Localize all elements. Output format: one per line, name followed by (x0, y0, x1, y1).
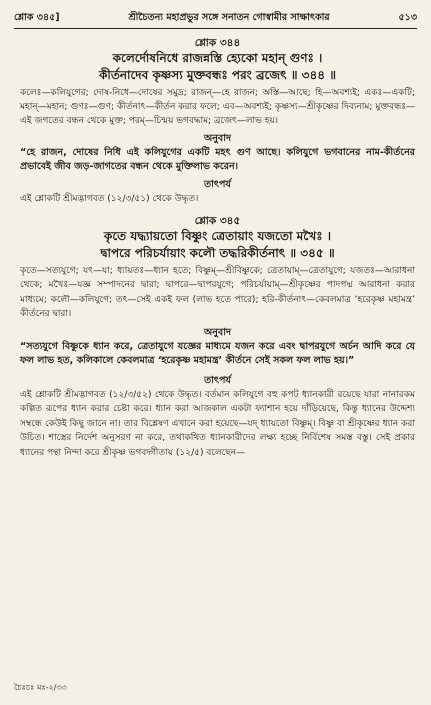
header-verse-ref: শ্লোক ৩৪৫] (14, 11, 60, 23)
footer-signature: চৈঃচঃ মঃ-২/৩৩ (14, 683, 67, 692)
verse-344-translation-title: অনুবাদ (204, 132, 231, 144)
page-number: ৫১৩ (398, 11, 417, 23)
header-chapter-title: শ্রীচৈতন্য মহাপ্রভুর সঙ্গে সনাতন গোস্বামীর সাক্ষাৎকার (128, 11, 330, 23)
verse-344-purport-title: তাৎপর্য (204, 178, 231, 190)
verse-344-translation: “হে রাজন, দোষের নিধি এই কলিযুগের একটি মহৎ গুণ আছে। কলিযুগে ভগবানের নাম-কীর্তনের প্রভাবেই জীব জড়-জাগতের বন্ধন থেকে মুক্তিলাভ করেন। (20, 146, 415, 173)
verse-344-title: শ্লোক ৩৪৪ (194, 37, 241, 49)
verse-344-line-2: কীর্তনাদেব কৃষ্ণস্য মুক্তবন্ধঃ পরং ব্রজেৎ ॥ ৩৪৪ ॥ (98, 68, 337, 82)
verse-345-line-1: কৃতে যদ্ধ্যায়তো বিষ্ণুং ত্রেতায়াং যজতো মখৈঃ । (103, 229, 332, 244)
verse-345-purport: এই শ্লোকটি শ্রীমদ্ভাগবত (১২/৩/৫২) থেকে উদ্ধৃত। বর্তমান কলিযুগে বহু কপট ধ্যানকারী রয়েছে যারা নানারকম কল্পিত রূপের ধ্যান করার চেষ্টা করে। ধ্যান করা আজকাল একটা ফ্যাশান হয়ে দাঁড়িয়েছে, কিন্তু ধ্যানের উদ্দেশ্য সম্বন্ধে কেউই কিছু জানে না। তার বিশ্লেষণ এখানে করা হয়েছে—যদ্ ধ্যায়তো বিষ্ণুম্। বিষ্ণু বা শ্রীকৃষ্ণের ধ্যান করা উচিত। শাস্ত্রের নির্দেশ অনুসরণ না করে, তথাকথিত ধ্যানকারীদের লক্ষ্য হচ্ছে নির্বিশেষ সমস্ত বস্তু। সেই প্রকার ধ্যানের পন্থা নিন্দা করে শ্রীকৃষ্ণ ভগবদ্গীতায় (১২/৫) বলেছেন— (20, 389, 415, 458)
verse-345-translation: “সত্যযুগে বিষ্ণুকে ধ্যান করে, ত্রেতাযুগে যজ্ঞের মাধ্যমে যজন করে এবং দ্বাপরযুগে অর্চন আদি করে যে ফল লাভ হত, কলিকালে কেবলমাত্র ‘হরেকৃষ্ণ মহামন্ত্র’ কীর্তনে সেই সকল ফল লাভ হয়।” (20, 340, 415, 367)
verse-345-line-2: দ্বাপরে পরিচর্যায়াং কলৌ তদ্ধরিকীর্তনাৎ ॥ ৩৪৫ ॥ (100, 246, 335, 261)
verse-344-line-1: কলের্দোষনিধে রাজন্নস্তি হ্যেকো মহান্ গুণঃ । (112, 51, 323, 65)
verse-344-synonyms: কলেঃ—কলিযুগের; দোষ-নিধে—দোষের সমুদ্র; রাজন্—হে রাজন; অস্তি—আছে; হি—অবশ্যই; একঃ—একটি; মহান্—মহান; গুণঃ—গুণ; কীর্তনাৎ—কীর্তন করার ফলে; এব—অবশ্যই; কৃষ্ণস্য—শ্রীকৃষ্ণের দিব্যনাম; মুক্তবন্ধঃ—এই জগতের বন্ধন থেকে মুক্ত; পরম্—চিন্ময় ভগবদ্ধাম; ব্রজেৎ—লাভ হয়। (20, 88, 415, 127)
page-body (20, 36, 415, 460)
running-header (14, 8, 417, 28)
header-divider (14, 28, 417, 29)
verse-345-synonyms: কৃতে—সত্যযুগে; যৎ—যা; ধ্যায়তঃ—ধ্যান হতে; বিষ্ণুম্—শ্রীবিষ্ণুকে; ত্রেতায়াম্—ত্রেতাযুগে; যজতঃ—আরাধনা থেকে; মখৈঃ—যজ্ঞ সম্পাদনের দ্বারা; দ্বাপরে—দ্বাপরযুগে; পরিচর্যায়াম্—শ্রীকৃষ্ণের পাদপদ্ম আরাধনা করার মাধ্যমে; কলৌ—কলিযুগে; তৎ—সেই একই ফল (লাভ হতে পারে); হরি-কীর্তনাৎ—কেবলমাত্র ‘হরেকৃষ্ণ মহামন্ত্র’ কীর্তনের দ্বারা। (20, 266, 415, 319)
verse-345-title: শ্লোক ৩৪৫ (194, 215, 241, 228)
verse-345-translation-title: অনুবাদ (204, 326, 231, 338)
verse-345-purport-title: তাৎপর্য (204, 374, 231, 386)
verse-344-purport: এই শ্লোকটি শ্রীমদ্ভাগবত (১২/৩/৫১) থেকে উদ্ধৃত। (20, 193, 199, 204)
